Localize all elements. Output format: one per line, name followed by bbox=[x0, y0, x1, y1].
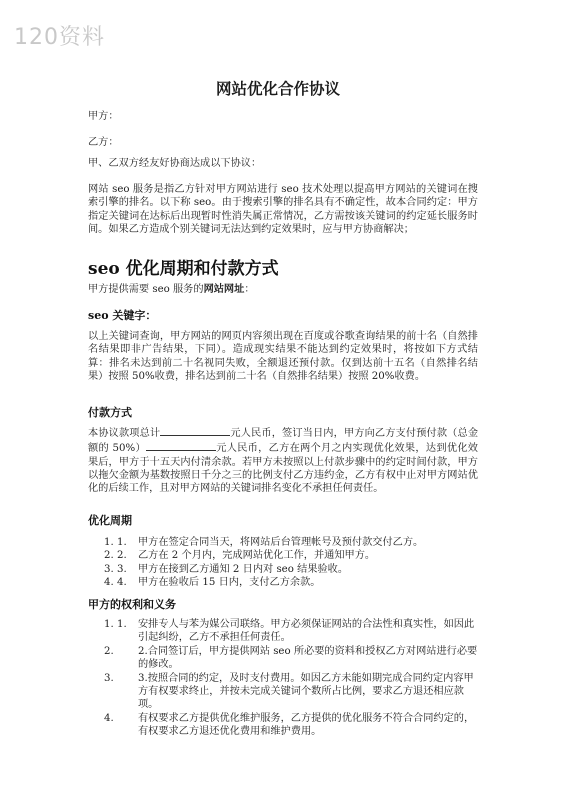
list-number: 2. 2. bbox=[104, 550, 127, 562]
site-url-line bbox=[88, 283, 478, 296]
list-number: 3. 3. bbox=[104, 563, 127, 575]
list-text: 安排专人与苯为媒公司联络。甲方必须保证网站的合法性和真实性，如因此引起纠纷，乙方不承担任何责任。 bbox=[138, 619, 475, 644]
list-number: 1. 1. bbox=[104, 537, 127, 548]
site-url-colon: ： bbox=[244, 284, 255, 295]
list-text: 2.合同签订后，甲方提供网站 seo 所必要的资料和授权乙方对网站进行必要的修改。 bbox=[138, 645, 478, 671]
list-item bbox=[88, 672, 478, 712]
list-number: 3. bbox=[104, 672, 114, 684]
list-item bbox=[88, 712, 478, 739]
party-b-line: 乙方： bbox=[88, 137, 119, 148]
rights-heading: 甲方的权利和义务 bbox=[88, 598, 176, 611]
total-amount-blank bbox=[160, 425, 230, 436]
list-number: 4. 4. bbox=[104, 577, 127, 589]
intro-line: 甲、乙双方经友好协商达成以下协议： bbox=[88, 158, 262, 169]
keywords-paragraph: 以上关键词查询，甲方网站的网页内容须出现在百度或谷歌查询结果的前十名（自然排名结果即非广告结果，下同）。造成现实结果不能达到约定效果时，将按如下方式结算：排名未达到前二十名视同失败，全额退还预付款。仅到达前十五名（自然排名结果）按照 50%收费，排名达到前二十名（自然排名结果）按照 20%收费。 bbox=[88, 331, 478, 382]
list-item bbox=[88, 645, 478, 672]
section-heading-seo-cycle: seo 优化周期和付款方式 bbox=[88, 259, 279, 279]
list-item bbox=[88, 576, 478, 589]
rights-list bbox=[88, 618, 478, 739]
list-text: 甲方在验收后 15 日内，支付乙方余款。 bbox=[138, 577, 321, 589]
list-number: 4. bbox=[104, 712, 114, 724]
document-title: 网站优化合作协议 bbox=[216, 79, 341, 98]
watermark: 120资料 bbox=[14, 25, 105, 50]
payment-text-3: 元人民币，乙方在两个月之内实现优化效果，达到优化效果后，甲方于十五天内付清余款。若甲方未按照以上付款步骤中的约定时间付款，甲方以拖欠金额为基数按照日千分之三的比例支付乙方违约金，乙方有权中止对甲方网站优化的后续工作，且对甲方网站的关键词排名变化不承担任何责任。 bbox=[88, 443, 478, 495]
list-number: 1. 1. bbox=[104, 619, 127, 630]
list-text: 甲方在接到乙方通知 2 日内对 seo 结果验收。 bbox=[138, 563, 349, 575]
cycle-heading: 优化周期 bbox=[88, 514, 132, 527]
prepayment-blank bbox=[146, 440, 216, 451]
list-item bbox=[88, 563, 478, 576]
list-number: 2. bbox=[104, 645, 114, 657]
payment-heading: 付款方式 bbox=[88, 406, 132, 419]
payment-text-2: 元人民币，签订当日内，甲方向乙方支付预付款（总金额的 50%） bbox=[88, 428, 479, 455]
list-item bbox=[88, 536, 478, 549]
list-text: 乙方在 2 个月内，完成网站优化工作，并通知甲方。 bbox=[138, 550, 376, 562]
payment-text-1: 本协议款项总计 bbox=[88, 428, 161, 439]
list-text: 甲方在签定合同当天，将网站后台管理帐号及预付款交付乙方。 bbox=[138, 537, 424, 548]
site-url-prefix: 甲方提供需要 seo 服务的 bbox=[88, 284, 204, 295]
list-item bbox=[88, 549, 478, 562]
list-item bbox=[88, 618, 478, 645]
keywords-heading: seo 关键字： bbox=[88, 309, 157, 322]
payment-paragraph bbox=[88, 425, 478, 495]
list-text: 3.按照合同的约定，及时支付费用。如因乙方未能如期完成合同约定内容甲方有权要求终止，并按未完成关键词个数所占比例，要求乙方退还相应款项。 bbox=[138, 672, 474, 711]
site-url-label: 网站网址 bbox=[203, 283, 245, 295]
cycle-list bbox=[88, 536, 478, 590]
list-text: 有权要求乙方提供优化维护服务，乙方提供的优化服务不符合合同约定的，有权要求乙方退还优化费用和维护费用。 bbox=[138, 712, 475, 738]
definition-paragraph: 网站 seo 服务是指乙方针对甲方网站进行 seo 技术处理以提高甲方网站的关键词在搜索引擎的排名。以下称 seo。由于搜索引擎的排名具有不确定性，故本合同约定：甲方指定关键词在达标后出现暂时性消失属正常情况，乙方需按该关键词的约定延长服务时间。如果乙方造成个别关键词无法达到约定效果时，应与甲方协商解决； bbox=[88, 184, 478, 235]
party-a-line: 甲方： bbox=[88, 111, 119, 122]
